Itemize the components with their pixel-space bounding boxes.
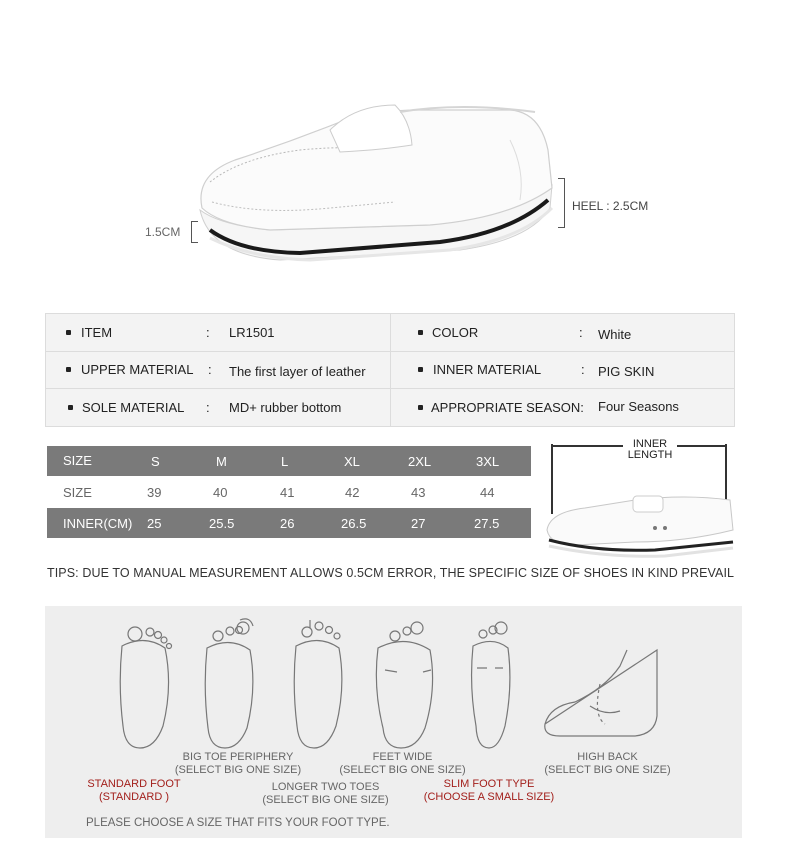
bullet-icon <box>66 367 71 372</box>
spec-row <box>46 351 734 389</box>
size-cell: 27.5 <box>474 516 500 531</box>
spec-value: LR1501 <box>229 325 275 340</box>
spec-colon: : <box>206 325 210 340</box>
spec-colon: : <box>206 400 210 415</box>
foot-illustrations <box>45 606 742 756</box>
sole-bracket <box>191 221 198 243</box>
standard-note: (STANDARD ) <box>98 791 170 803</box>
feet-wide-note: (SELECT BIG ONE SIZE) <box>339 764 466 776</box>
bullet-icon <box>418 405 423 410</box>
spec-value: White <box>598 327 632 342</box>
size-cell: L <box>281 454 289 469</box>
longer-title: LONGER TWO TOES <box>271 781 380 793</box>
shoe-side-icon <box>545 490 735 562</box>
heel-bracket <box>558 178 565 228</box>
standard-title: STANDARD FOOT <box>87 778 181 790</box>
slim-note: (CHOOSE A SMALL SIZE) <box>423 791 555 803</box>
size-cell: M <box>216 454 227 469</box>
spec-colon: : <box>579 325 583 340</box>
big-toe-title: BIG TOE PERIPHERY <box>182 751 294 763</box>
foot-type-guide <box>45 606 742 838</box>
bullet-icon <box>66 330 71 335</box>
spec-key: APPROPRIATE SEASON: <box>431 400 584 415</box>
size-cell: 26 <box>280 516 295 531</box>
spec-row <box>46 389 734 426</box>
size-cell: S <box>151 454 160 469</box>
size-table <box>47 446 531 538</box>
slim-title: SLIM FOOT TYPE <box>443 778 535 790</box>
spec-value: PIG SKIN <box>598 364 655 379</box>
size-cell: 43 <box>411 485 426 500</box>
size-cell: 44 <box>480 485 495 500</box>
product-hero <box>0 0 790 300</box>
spec-row <box>46 314 734 352</box>
bullet-icon <box>418 367 423 372</box>
spec-value: Four Seasons <box>598 399 679 414</box>
spec-colon: : <box>581 362 585 377</box>
spec-key: SOLE MATERIAL <box>82 400 185 415</box>
big-toe-foot-icon <box>205 619 253 748</box>
size-cell: 3XL <box>476 454 500 469</box>
longer-toes-label <box>258 781 393 807</box>
size-cell: 25.5 <box>209 516 235 531</box>
size-row-label: SIZE <box>63 485 92 500</box>
big-toe-note: (SELECT BIG ONE SIZE) <box>174 764 302 776</box>
standard-foot-icon <box>120 627 171 748</box>
size-cell: XL <box>344 454 360 469</box>
size-letter-row <box>47 446 531 476</box>
spec-colon: : <box>208 362 212 377</box>
inner-row-label: INNER(CM) <box>63 516 133 531</box>
high-back-title: HIGH BACK <box>577 751 638 763</box>
guide-footer: PLEASE CHOOSE A SIZE THAT FITS YOUR FOOT TYPE. <box>86 817 390 829</box>
spec-value: MD+ rubber bottom <box>229 400 342 415</box>
high-back-note: (SELECT BIG ONE SIZE) <box>544 764 671 776</box>
high-back-foot-icon <box>545 650 657 736</box>
size-number-row <box>47 477 531 507</box>
size-cell: 25 <box>147 516 162 531</box>
spec-key: UPPER MATERIAL <box>81 362 194 377</box>
size-cell: 39 <box>147 485 162 500</box>
inner-length-label: INNER LENGTH <box>623 439 677 461</box>
size-cell: 27 <box>411 516 426 531</box>
size-cell: 2XL <box>408 454 432 469</box>
feet-wide-title: FEET WIDE <box>372 751 433 763</box>
spec-key: COLOR <box>432 325 479 340</box>
longer-toes-foot-icon <box>294 620 342 748</box>
spec-value: The first layer of leather <box>229 364 366 379</box>
feet-wide-label <box>335 751 470 777</box>
size-header-label: SIZE <box>63 453 92 468</box>
standard-foot-label <box>75 778 193 804</box>
slim-foot-label <box>417 778 561 804</box>
size-cell: 42 <box>345 485 360 500</box>
size-cell: 40 <box>213 485 228 500</box>
bullet-icon <box>68 405 73 410</box>
slim-foot-icon <box>472 622 510 748</box>
high-back-label <box>540 751 675 777</box>
big-toe-label <box>158 751 318 777</box>
longer-note: (SELECT BIG ONE SIZE) <box>262 794 389 806</box>
size-cell: 41 <box>280 485 295 500</box>
inner-length-row <box>47 508 531 538</box>
inner-length-diagram <box>545 438 735 562</box>
wide-foot-icon <box>376 622 432 748</box>
measurement-tip: TIPS: DUE TO MANUAL MEASUREMENT ALLOWS 0.5CM ERROR, THE SPECIFIC SIZE OF SHOES IN KIND PREVAIL <box>47 566 735 580</box>
sole-height-label: 1.5CM <box>145 225 181 239</box>
bullet-icon <box>418 330 423 335</box>
spec-key: INNER MATERIAL <box>433 362 542 377</box>
heel-height-label: HEEL : 2.5CM <box>572 199 649 213</box>
loafer-shoe-image <box>180 90 580 280</box>
size-cell: 26.5 <box>341 516 367 531</box>
spec-table <box>45 313 735 427</box>
spec-key: ITEM <box>81 325 113 340</box>
